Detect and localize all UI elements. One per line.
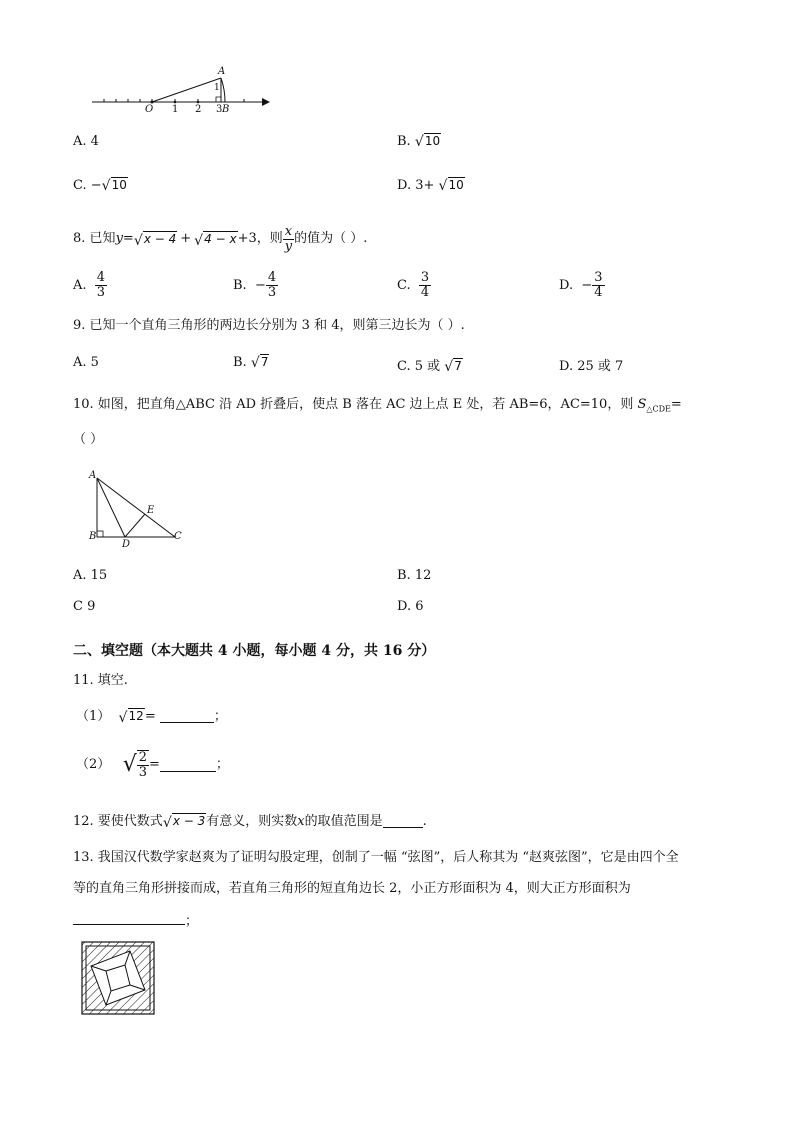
q8-option-c: C. $\frac{3}{4}$ — [397, 270, 430, 300]
q10-label-e: E — [147, 505, 155, 516]
label-tick-3: 3 — [216, 104, 223, 115]
q10-label-a: A — [89, 470, 97, 481]
label-tick-1: 1 — [172, 104, 179, 115]
q8-option-d: D. − $\frac{3}{4}$ — [559, 270, 603, 300]
q10-option-b: B. 12 — [397, 568, 432, 583]
label-o: O — [145, 104, 154, 115]
q10-label-d: D — [122, 539, 131, 550]
q10-stem: 10. 如图，把直角△ABC 沿 AD 折叠后，使点 B 落在 AC 边上点 E 处，若 AB=6，AC=10，则 $S_{\triangle CDE}=$ — [73, 397, 682, 414]
q8-option-a: A. $\frac{4}{3}$ — [73, 270, 106, 300]
q13-line-1: 13. 我国汉代数学家赵爽为了证明勾股定理，创制了一幅 “弦图”，后人称其为 “赵爽弦图”，它是由四个全 — [73, 850, 679, 865]
q10-answer-paren: （ ） — [73, 432, 104, 447]
label-b: B — [222, 104, 230, 115]
label-tick-2: 2 — [195, 104, 202, 115]
q9-stem: 9. 已知一个直角三角形的两边长分别为 3 和 4，则第三边长为（ ）. — [73, 318, 465, 333]
q10-option-a: A. 15 — [73, 568, 108, 583]
q10-label-c: C — [174, 531, 182, 542]
q7-option-d: D. 3+ √ 10 — [397, 178, 464, 194]
q12-stem: 12. 要使代数式 √ x − 3 有意义，则实数 x 的取值范围是 . — [73, 813, 427, 831]
q13-line-2: 等的直角三角形拼接而成，若直角三角形的短直角边长 2，小正方形面积为 4，则大正方形面积为 — [73, 881, 631, 896]
q7-option-a: A. 4 — [73, 134, 99, 149]
q13-answer: ； — [73, 912, 198, 930]
q11-part2: （2） √ $\frac{2}{3}$ = ； — [76, 750, 229, 780]
q10-label-b: B — [89, 531, 97, 542]
q10-option-c: C 9 — [73, 599, 96, 614]
q7-option-b: B. √ 10 — [397, 134, 441, 150]
label-a: A — [218, 66, 226, 77]
q8-option-b: B. − $\frac{4}{3}$ — [233, 270, 277, 300]
q8-stem: 8. 已知 y = √ x − 4 + √ 4 − x +3 ，则 $\frac{x}{y}$ 的值为（ ）. — [73, 223, 368, 254]
section-2-title: 二、填空题（本大题共 4 小题，每小题 4 分，共 16 分） — [73, 643, 436, 659]
q11-part1: （1） √ 12 = ； — [76, 708, 227, 726]
q9-option-c: C. 5 或 √ 7 — [397, 359, 462, 375]
q9-option-b: B. √ 7 — [233, 355, 269, 371]
label-height: 1 — [214, 83, 220, 93]
q11-stem: 11. 填空. — [73, 673, 128, 688]
q9-option-d: D. 25 或 7 — [559, 359, 624, 374]
q7-option-c: C. − √ 10 — [73, 178, 127, 194]
q9-option-a: A. 5 — [73, 355, 99, 370]
q10-option-d: D. 6 — [397, 599, 424, 614]
